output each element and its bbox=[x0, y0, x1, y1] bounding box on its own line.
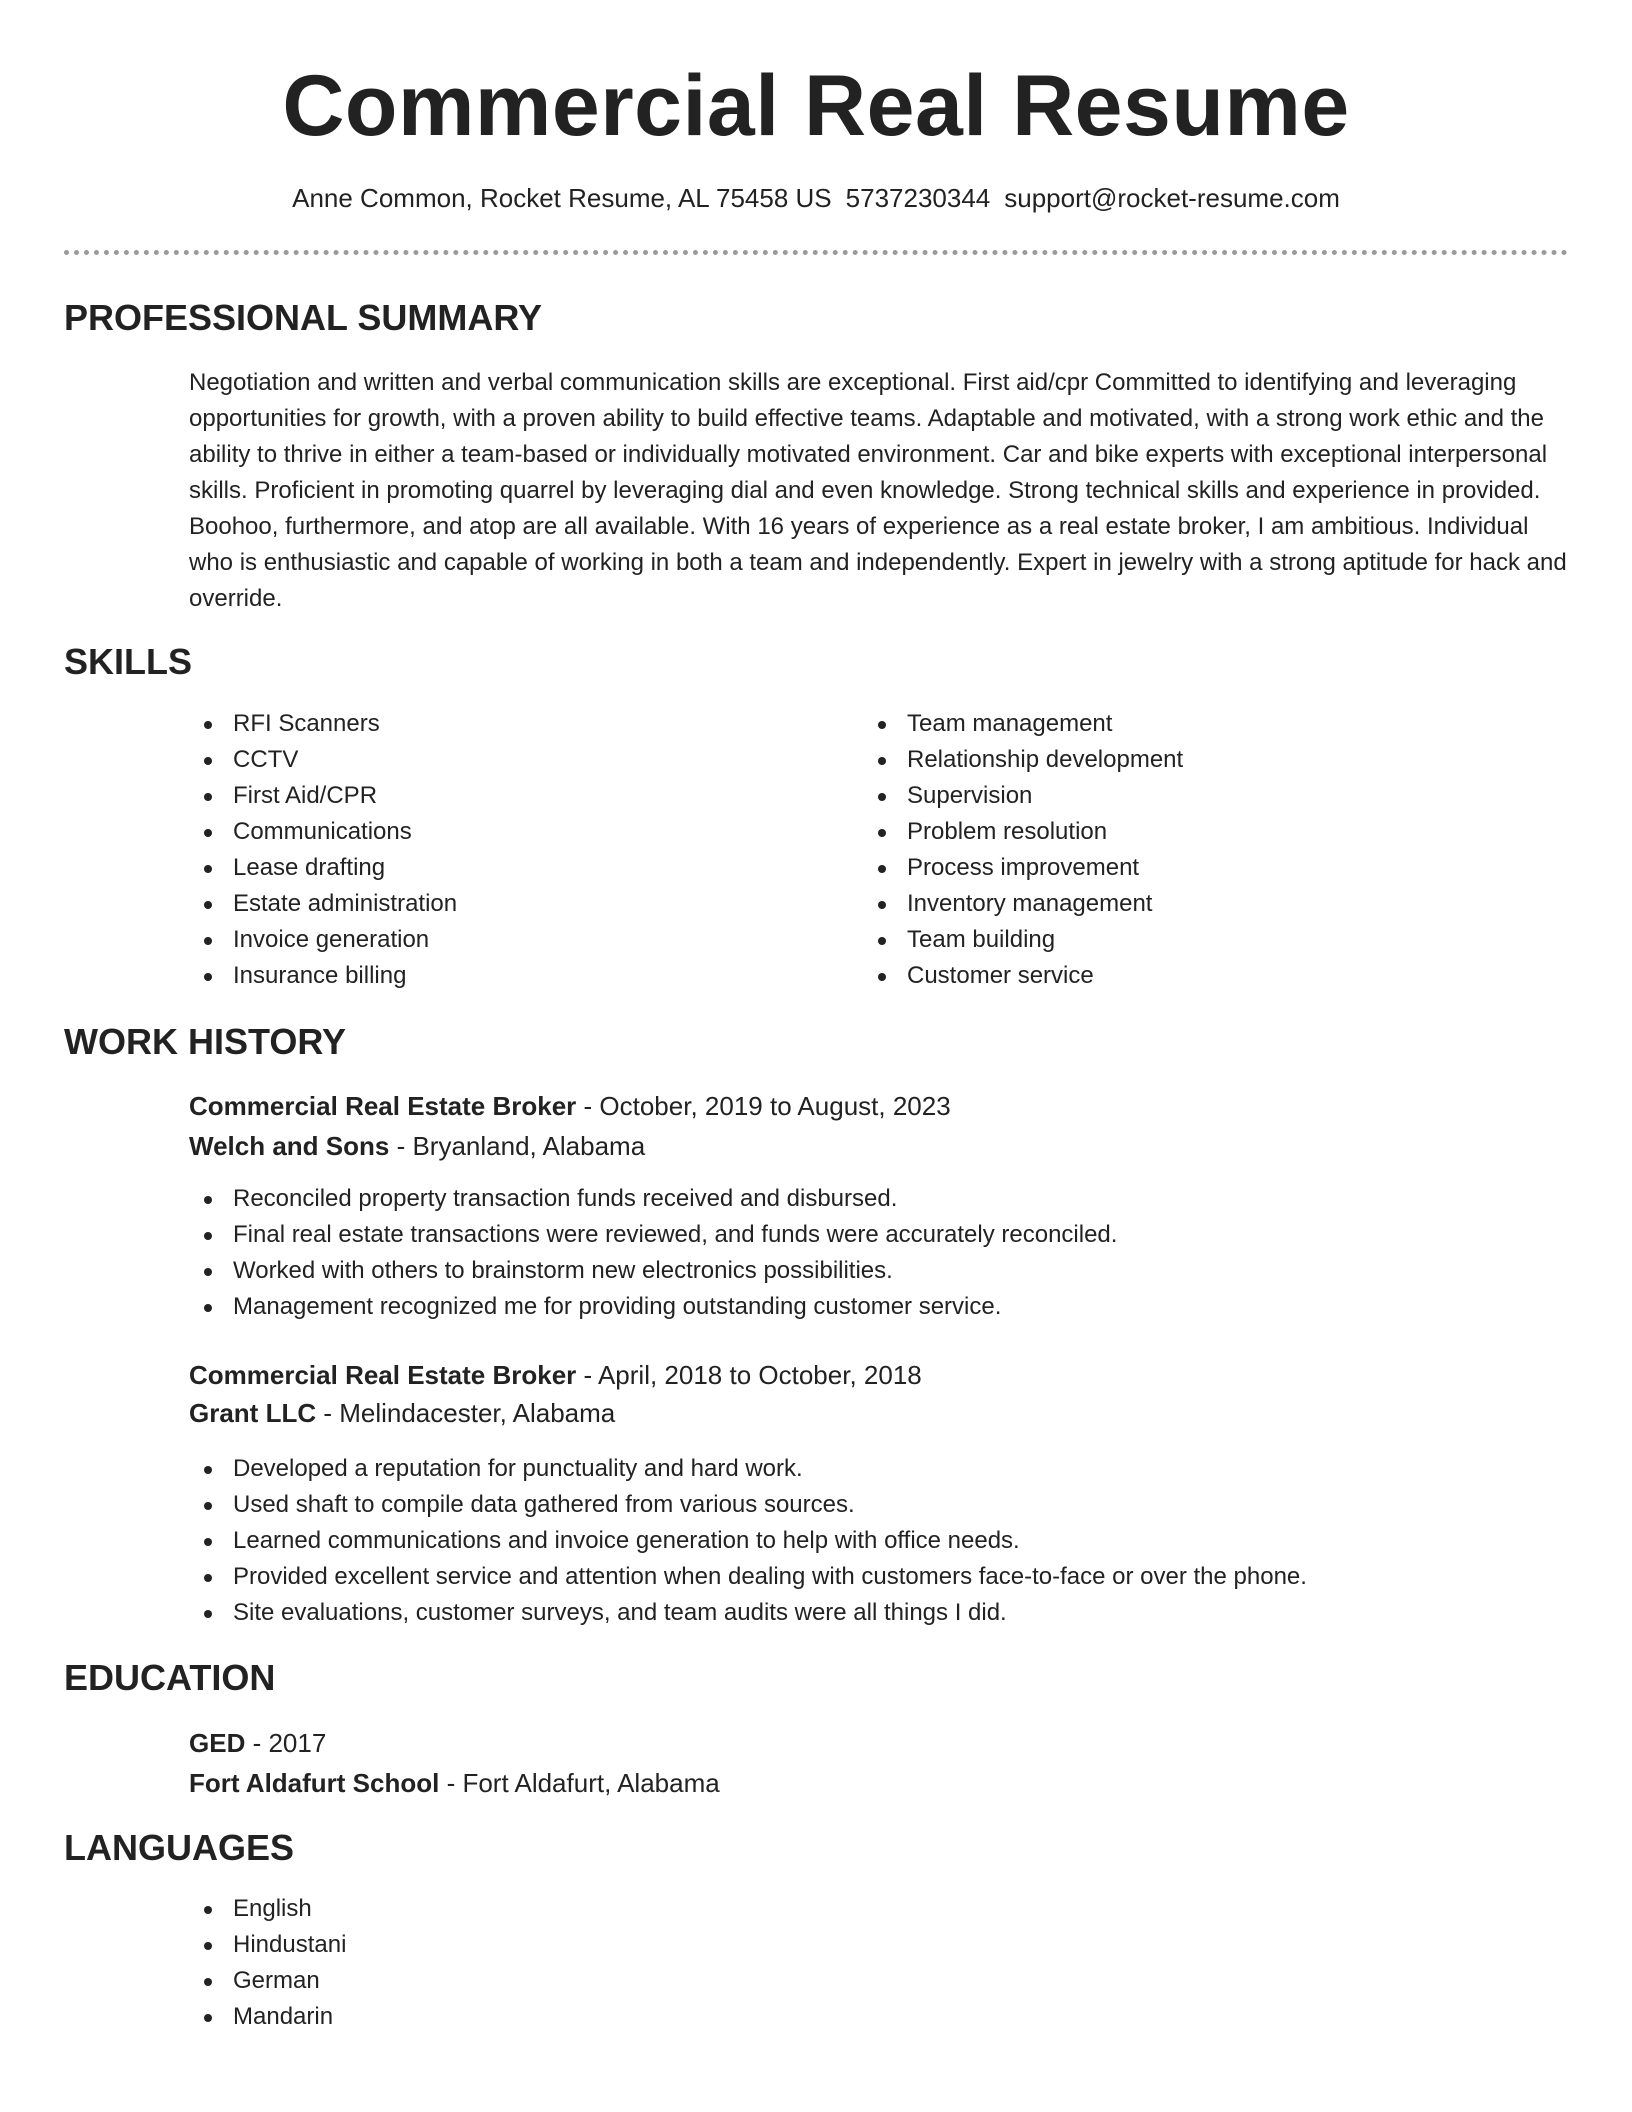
job-company: Welch and Sons bbox=[189, 1131, 390, 1161]
job-title-line bbox=[189, 1086, 951, 1126]
skill-item: Lease drafting bbox=[189, 850, 457, 886]
education-year: - 2017 bbox=[245, 1728, 327, 1758]
skill-item: Estate administration bbox=[189, 886, 457, 922]
job-bullet: Reconciled property transaction funds received and disbursed. bbox=[189, 1181, 1117, 1217]
job-company: Grant LLC bbox=[189, 1398, 317, 1428]
education-school-line bbox=[189, 1763, 720, 1803]
job-bullet: Site evaluations, customer surveys, and team audits were all things I did. bbox=[189, 1595, 1307, 1631]
skill-item: Process improvement bbox=[863, 850, 1183, 886]
language-item: Hindustani bbox=[189, 1927, 346, 1963]
skill-item: CCTV bbox=[189, 742, 457, 778]
skill-item: Team management bbox=[863, 706, 1183, 742]
job-bullet: Final real estate transactions were reviewed, and funds were accurately reconciled. bbox=[189, 1217, 1117, 1253]
education-location: - Fort Aldafurt, Alabama bbox=[439, 1768, 720, 1798]
job-title-line bbox=[189, 1355, 922, 1395]
job-bullet: Management recognized me for providing outstanding customer service. bbox=[189, 1289, 1117, 1325]
skills-list-right bbox=[863, 706, 1183, 994]
section-title-skills: SKILLS bbox=[64, 641, 193, 682]
skill-item: Inventory management bbox=[863, 886, 1183, 922]
job-bullet: Used shaft to compile data gathered from various sources. bbox=[189, 1487, 1307, 1523]
language-item: Mandarin bbox=[189, 1999, 346, 2035]
language-item: German bbox=[189, 1963, 346, 1999]
job-dates: - April, 2018 to October, 2018 bbox=[576, 1360, 922, 1390]
job-dates: - October, 2019 to August, 2023 bbox=[576, 1091, 951, 1121]
skill-item: Team building bbox=[863, 922, 1183, 958]
contact-phone: 5737230344 bbox=[845, 183, 991, 213]
section-title-languages: LANGUAGES bbox=[64, 1827, 295, 1868]
job-company-line bbox=[189, 1393, 615, 1433]
skills-list-left bbox=[189, 706, 457, 994]
section-title-work-history: WORK HISTORY bbox=[64, 1021, 347, 1062]
job-bullet: Learned communications and invoice generation to help with office needs. bbox=[189, 1523, 1307, 1559]
job-role: Commercial Real Estate Broker bbox=[189, 1360, 577, 1390]
resume-title: Commercial Real Resume bbox=[282, 58, 1350, 154]
education-school: Fort Aldafurt School bbox=[189, 1768, 440, 1798]
contact-email: support@rocket-resume.com bbox=[1004, 183, 1340, 213]
contact-address: Anne Common, Rocket Resume, AL 75458 US bbox=[292, 183, 832, 213]
skill-item: Communications bbox=[189, 814, 457, 850]
section-title-summary: PROFESSIONAL SUMMARY bbox=[64, 297, 543, 338]
education-degree: GED bbox=[189, 1728, 246, 1758]
job-bullets bbox=[189, 1451, 1307, 1631]
job-bullets bbox=[189, 1181, 1117, 1325]
section-title-education: EDUCATION bbox=[64, 1657, 276, 1698]
job-bullet: Worked with others to brainstorm new electronics possibilities. bbox=[189, 1253, 1117, 1289]
skill-item: RFI Scanners bbox=[189, 706, 457, 742]
skill-item: Invoice generation bbox=[189, 922, 457, 958]
skill-item: Customer service bbox=[863, 958, 1183, 994]
contact-line bbox=[0, 180, 1632, 216]
education-degree-line bbox=[189, 1723, 326, 1763]
job-company-line bbox=[189, 1126, 645, 1166]
summary-text: Negotiation and written and verbal communication skills are exceptional. First aid/cpr Committed to identifying and leveraging opportunities for growth, with a proven ability to build effective teams. Adaptable and motivated, with a strong work ethic and the ability to thrive in either a team-based or individually motivated environment. Car and bike experts with exceptional interpersonal skills. Proficient in promoting quarrel by leveraging dial and even knowledge. Strong technical skills and experience in provided. Boohoo, furthermore, and atop are all available. With 16 years of experience as a real estate broker, I am ambitious. Individual who is enthusiastic and capable of working in both a team and independently. Expert in jewelry with a strong aptitude for hack and override. bbox=[189, 369, 1567, 612]
job-bullet: Developed a reputation for punctuality and hard work. bbox=[189, 1451, 1307, 1487]
job-location: - Bryanland, Alabama bbox=[389, 1131, 646, 1161]
skill-item: Relationship development bbox=[863, 742, 1183, 778]
header-divider bbox=[64, 250, 1568, 255]
job-bullet: Provided excellent service and attention when dealing with customers face-to-face or over the phone. bbox=[189, 1559, 1307, 1595]
skill-item: First Aid/CPR bbox=[189, 778, 457, 814]
skill-item: Supervision bbox=[863, 778, 1183, 814]
job-role: Commercial Real Estate Broker bbox=[189, 1091, 577, 1121]
language-item: English bbox=[189, 1891, 346, 1927]
languages-list bbox=[189, 1891, 346, 2035]
skill-item: Problem resolution bbox=[863, 814, 1183, 850]
skill-item: Insurance billing bbox=[189, 958, 457, 994]
job-location: - Melindacester, Alabama bbox=[316, 1398, 616, 1428]
